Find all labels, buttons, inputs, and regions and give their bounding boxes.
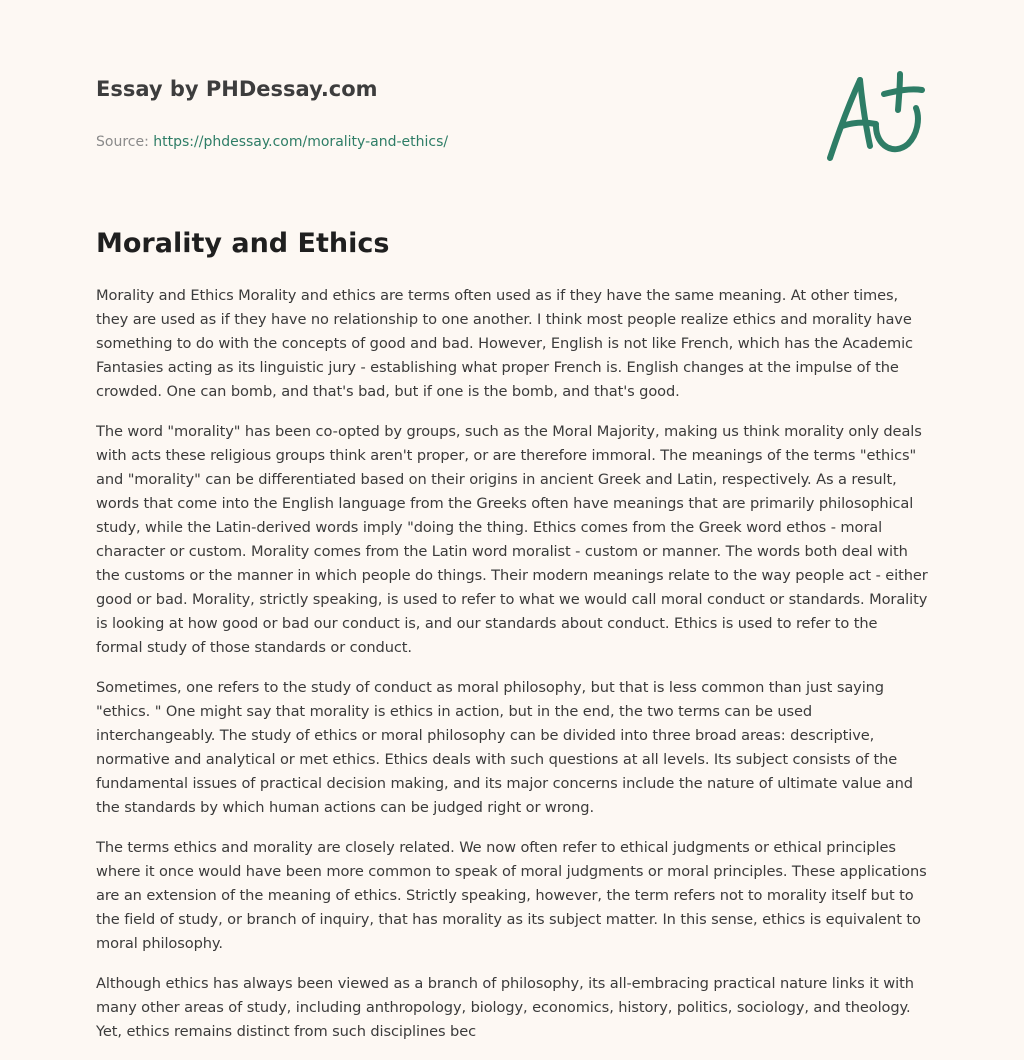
source-link[interactable]: https://phdessay.com/morality-and-ethics/ (153, 134, 449, 150)
site-title: Essay by PHDessay.com (96, 77, 378, 101)
article-body (96, 284, 928, 1050)
document-header (96, 74, 796, 152)
paragraph: The terms ethics and morality are closely related. We now often refer to ethical judgments or ethical principles where it once would have been more common to speak of moral judgments or moral principles. These applications are an extension of the meaning of ethics. Strictly speaking, however, the term refers not to morality itself but to the field of study, or branch of inquiry, that has morality as its subject matter. In this sense, ethics is equivalent to moral philosophy. (96, 839, 927, 952)
paragraph: The word "morality" has been co-opted by groups, such as the Moral Majority, making us think morality only deals with acts these religious groups think aren't proper, or are therefore immoral. The meanings of the terms "ethics" and "morality" can be differentiated based on their origins in ancient Greek and Latin, respectively. As a result, words that come into the English language from the Greeks often have meanings that are primarily philosophical study, while the Latin-derived words imply "doing the thing. Ethics comes from the Greek word ethos - moral character or custom. Morality comes from the Latin word moralist - custom or manner. The words both deal with the customs or the manner in which people do things. Their modern meanings relate to the way people act - either good or bad. Morality, strictly speaking, is used to refer to what we would call moral conduct or standards. Morality is looking at how good or bad our conduct is, and our standards about conduct. Ethics is used to refer to the formal study of those standards or conduct. (96, 423, 928, 656)
source-label: Source: (96, 134, 154, 150)
paragraph: Although ethics has always been viewed as a branch of philosophy, its all-embracing practical nature links it with many other areas of study, including anthropology, biology, economics, history, politics, sociology, and theology. Yet, ethics remains distinct from such disciplines bec (96, 975, 914, 1040)
article-title: Morality and Ethics (96, 228, 390, 259)
paragraph: Morality and Ethics Morality and ethics are terms often used as if they have the same meaning. At other times, they are used as if they have no relationship to one another. I think most people realize ethics and morality have something to do with the concepts of good and bad. However, English is not like French, which has the Academic Fantasies acting as its linguistic jury - establishing what proper French is. English changes at the impulse of the crowded. One can bomb, and that's bad, but if one is the bomb, and that's good. (96, 287, 913, 400)
a-plus-logo-icon (820, 66, 930, 166)
source-line (96, 132, 796, 152)
paragraph: Sometimes, one refers to the study of conduct as moral philosophy, but that is less common than just saying "ethics. " One might say that morality is ethics in action, but in the end, the two terms can be used interchangeably. The study of ethics or moral philosophy can be divided into three broad areas: descriptive, normative and analytical or met ethics. Ethics deals with such questions at all levels. Its subject consists of the fundamental issues of practical decision making, and its major concerns include the nature of ultimate value and the standards by which human actions can be judged right or wrong. (96, 679, 913, 816)
